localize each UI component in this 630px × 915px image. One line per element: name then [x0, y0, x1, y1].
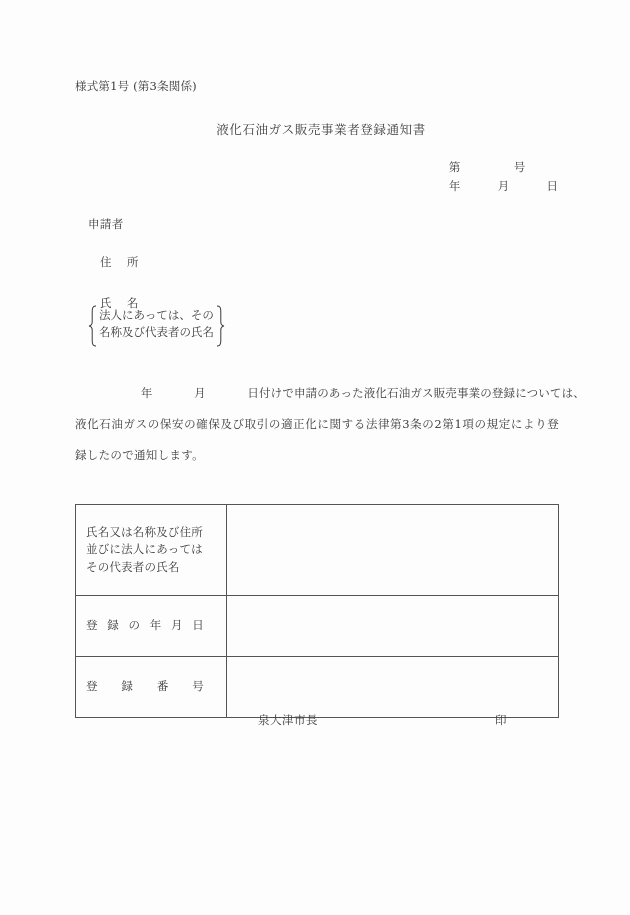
issue-number-date-block	[449, 158, 558, 196]
date-month-label: 月	[497, 179, 510, 193]
notification-body	[75, 378, 585, 471]
form-number: 様式第1号 (第3条関係)	[75, 79, 197, 93]
issue-number-suffix: 号	[513, 160, 526, 174]
name-label-first: 氏	[100, 296, 112, 310]
row-label-registration-number-text: 登録番号	[86, 679, 204, 694]
row-label-line-1: 氏名又は名称及び住所	[86, 524, 203, 539]
seal-mark-icon: 印	[495, 713, 507, 727]
corporate-name-note	[88, 305, 225, 347]
signature-block	[0, 712, 630, 732]
issue-number-prefix: 第	[448, 160, 461, 174]
body-date-year: 年	[140, 386, 153, 400]
page-title: 液化石油ガス販売事業者登録通知書	[216, 122, 426, 137]
date-day-label: 日	[546, 179, 558, 193]
address-label-second: 所	[127, 255, 139, 269]
name-label-second: 名	[127, 296, 139, 310]
date-year-label: 年	[448, 179, 461, 193]
row-value-name-address[interactable]	[227, 505, 559, 596]
body-line-1	[75, 378, 585, 409]
applicant-address-label	[100, 254, 139, 270]
registration-table	[75, 504, 559, 718]
corporate-note-line-2: 名称及び代表者の氏名	[99, 325, 214, 339]
body-line-1-rest: 日付けで申請のあった液化石油ガス販売事業の登録については、	[247, 386, 585, 400]
issue-date-row	[449, 177, 558, 196]
corporate-note-text	[97, 305, 216, 347]
table-row	[76, 657, 559, 718]
body-line-2: 液化石油ガスの保安の確保及び取引の適正化に関する法律第3条の2第1項の規定により登	[75, 417, 560, 431]
applicant-heading: 申請者	[88, 217, 124, 231]
issue-number-row	[449, 158, 558, 177]
left-curly-brace-icon	[88, 305, 97, 347]
corporate-note-line-1: 法人にあっては、その	[99, 308, 214, 322]
right-curly-brace-icon	[216, 305, 225, 347]
table-row	[76, 596, 559, 657]
row-label-registration-number	[76, 657, 227, 718]
row-value-registration-date[interactable]	[227, 596, 559, 657]
body-line-3: 録したので通知します。	[75, 448, 204, 462]
row-value-registration-number[interactable]	[227, 657, 559, 718]
row-label-name-address	[76, 505, 227, 596]
body-date-month: 月	[194, 386, 206, 400]
address-label-first: 住	[100, 255, 112, 269]
table-row	[76, 505, 559, 596]
row-label-line-3: その代表者の氏名	[86, 559, 180, 574]
row-label-line-2: 並びに法人にあっては	[86, 542, 203, 557]
signer-title: 泉大津市長	[258, 713, 318, 727]
row-label-registration-date	[76, 596, 227, 657]
row-label-registration-date-text: 登録の年月日	[86, 618, 204, 633]
